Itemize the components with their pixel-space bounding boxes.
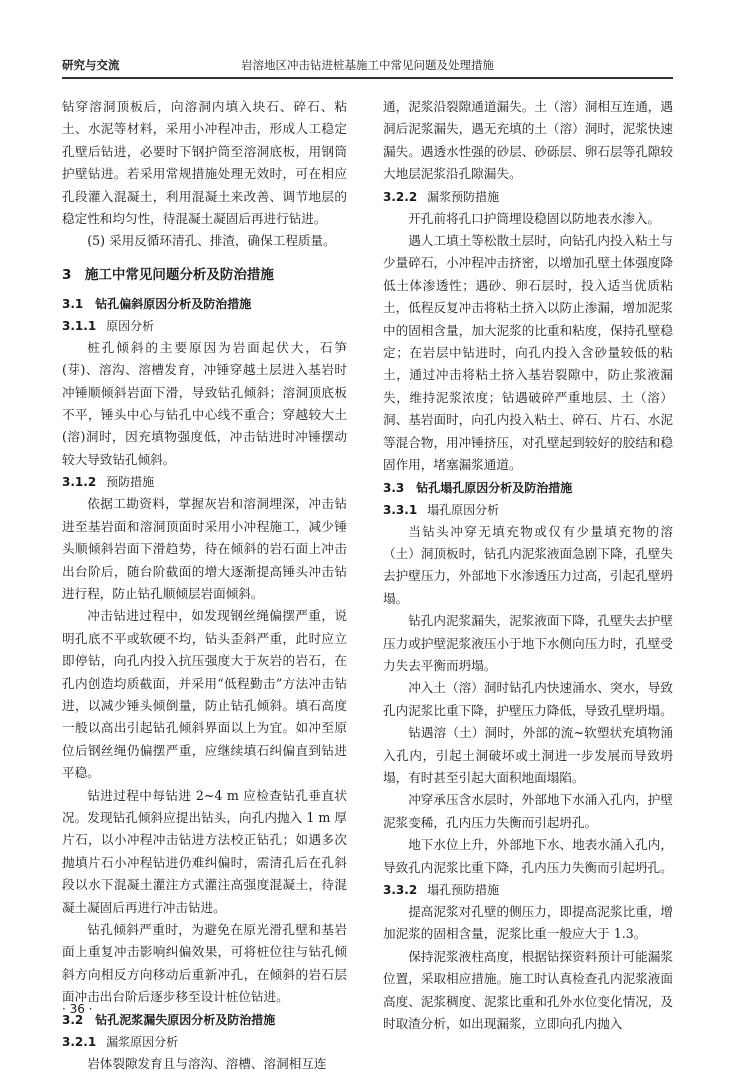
paragraph: 桩孔倾斜的主要原因为岩面起伏大，石笋(芽)、溶沟、溶槽发育，冲锤穿越土层进入基岩时冲锤顺倾斜岩面下滑，导致钻孔倾斜；溶洞顶底板不平，锤头中心与钻孔中心线不重合；穿越较大土(溶)洞时，因充填物强度低，冲击钻进时冲锤摆动较大导致钻孔倾斜。	[62, 339, 347, 467]
subsection-heading: 3.1 钻孔偏斜原因分析及防治措施	[62, 296, 252, 311]
paragraph: 钻穿溶洞顶板后，向溶洞内填入块石、碎石、粘土、水泥等材料，采用小冲程冲击，形成人工稳定孔壁后钻进，必要时下钢护筒至溶洞底板，用钢筒护壁钻进。若采用常规措施处理无效时，可在相应孔段灌入混凝土，利用混凝土来改善、调节地层的稳定性和均匀性，待混凝土凝固后再进行钻进。	[62, 99, 347, 227]
paragraph: 依据工勘资料，掌握灰岩和溶洞埋深，冲击钻进至基岩面和溶洞顶面时采用小冲程施工，减少锤头顺倾斜岩面下滑趋势，待在倾斜的岩石面上冲击出台阶后，随台阶截面的增大逐渐提高锤头冲击钻进行程，防止钻孔顺倾层岩面倾斜。	[62, 496, 347, 601]
heading-number: 3.1.1	[62, 318, 97, 333]
paragraph: 冲击钻进过程中，如发现钢丝绳偏摆严重，说明孔底不平或软硬不均，钻头歪斜严重，此时应立即停钻，向孔内投入抗压强度大于灰岩的岩石，在孔内创造均质截面，并采用“低程勤击”方法冲击钻进，以减少锤头倾倒量，防止钻孔倾斜。填石高度一般以高出引起钻孔倾斜界面以上为宜。如冲至原位后钢丝绳仍偏摆严重，应继续填石纠偏直到钻进平稳。	[62, 608, 347, 781]
heading-text: 塌孔预防措施	[427, 883, 500, 897]
heading-text: 预防措施	[106, 475, 155, 490]
paragraph: 冲穿承压含水层时，外部地下水涌入孔内，护壁泥浆变稀，孔内压力失衡而引起坍孔。	[383, 792, 673, 830]
paragraph: 冲入土（溶）洞时钻孔内快速涌水、突水，导致孔内泥浆比重下降，护壁压力降低，导致孔壁坍塌。	[383, 680, 673, 718]
paragraph: 遇人工填土等松散土层时，向钻孔内投入粘土与少量碎石，小冲程冲击挤密，以增加孔壁土体强度降低土体渗透性；遇砂、卵石层时，投入适当优质粘土，低程反复冲击将粘土挤入以防止渗漏，增加泥浆中的固相含量，加大泥浆的比重和粘度，保持孔壁稳定；在岩层中钻进时，向孔内投入含砂量较低的粘土，通过冲击将粘土挤入基岩裂隙中，防止浆液漏失，维持泥浆浓度；钻遇破碎严重地层、土（溶）洞、基岩面时，向孔内投入粘土、碎石、片石、水泥等混合物，用冲锤挤压，对孔壁起到较好的胶结和稳固作用，堵塞漏浆通道。	[383, 233, 673, 473]
subsubsection-heading	[62, 1031, 347, 1053]
left-column	[62, 96, 347, 1075]
paragraph: 钻遇溶（土）洞时，外部的流~软塑状充填物涌入孔内，引起土洞破坏或土洞进一步发展而导致坍塌，有时甚至引起大面积地面塌陷。	[383, 725, 673, 785]
paragraph: 岩体裂隙发育且与溶沟、溶槽、溶洞相互连	[87, 1055, 327, 1071]
heading-text: 漏浆预防措施	[427, 189, 500, 204]
subsubsection-heading	[383, 499, 673, 521]
subsubsection-heading	[383, 879, 673, 901]
paragraph: 钻孔倾斜严重时，为避免在原光滑孔壁和基岩面上重复冲击影响纠偏效果，可将桩位往与钻孔倾斜方向相反方向移动后重新冲孔，在倾斜的岩石层面冲击出台阶后逐步移至设计桩位钻进。	[62, 922, 347, 1005]
paragraph: 提高泥浆对孔壁的侧压力，即提高泥浆比重，增加泥浆的固相含量，泥浆比重一般应大于 1.3。	[383, 904, 673, 942]
section-label: 研究与交流	[62, 58, 120, 72]
paragraph: 保持泥浆液柱高度，根据钻探资料预计可能漏浆位置，采取相应措施。施工时认真检查孔内泥浆液面高度、泥浆稠度、泥浆比重和孔外水位变化情况，及时取渣分析，如出现漏浆，立即向孔内抛入	[383, 948, 673, 1032]
paragraph: 钻进过程中每钻进 2~4 m 应检查钻孔垂直状况。发现钻孔倾斜应提出钻头，向孔内抛入 1 m 厚片石，以小冲程冲击钻进方法校正钻孔；如遇多次抛填片石小冲程钻进仍难纠偏时，需清孔后在孔斜段以水下混凝土灌注方式灌注高强度混凝土，待混凝土凝固后再进行冲击钻进。	[62, 787, 347, 915]
subsection-heading: 3.3 钻孔塌孔原因分析及防治措施	[383, 480, 573, 495]
page-number: · 36 ·	[62, 1002, 93, 1016]
subsubsection-heading	[383, 186, 673, 208]
paragraph: 钻孔内泥浆漏失，泥浆液面下降，孔壁失去护壁压力或护壁泥浆液压小于地下水侧向压力时，孔壁受力失去平衡而坍塌。	[383, 613, 673, 673]
heading-number: 3.1.2	[62, 475, 97, 490]
subsubsection-heading	[62, 471, 347, 493]
section-heading: 3 施工中常见问题分析及防治措施	[62, 266, 274, 283]
heading-text: 原因分析	[106, 318, 155, 333]
running-title: 岩溶地区冲击钻进桩基施工中常见问题及处理措施	[241, 58, 494, 72]
heading-text: 塌孔原因分析	[427, 502, 500, 517]
paragraph: 开孔前将孔口护筒埋设稳固以防地表水渗入。	[408, 210, 661, 226]
running-header	[62, 55, 673, 79]
heading-number: 3.3.1	[383, 502, 418, 517]
subsubsection-heading	[62, 315, 347, 337]
heading-text: 漏浆原因分析	[106, 1034, 179, 1049]
paragraph: (5) 采用反循环清孔、排渣，确保工程质量。	[87, 233, 336, 249]
paragraph: 当钻头冲穿无填充物或仅有少量填充物的溶（土）洞顶板时，钻孔内泥浆液面急剧下降，孔壁失去护壁压力，外部地下水渗透压力过高，引起孔壁坍塌。	[383, 523, 673, 606]
right-column	[383, 96, 673, 1035]
heading-number: 3.2.2	[383, 189, 418, 204]
paragraph: 通，泥浆沿裂隙通道漏失。土（溶）洞相互连通，遇洞后泥浆漏失，遇无充填的土（溶）洞时，泥浆快速漏失。遇透水性强的砂层、砂砾层、卵石层等孔隙较大地层泥浆沿孔隙漏失。	[383, 99, 673, 182]
paragraph: 地下水位上升，外部地下水、地表水涌入孔内，导致孔内泥浆比重下降，孔内压力失衡而引起坍孔。	[383, 837, 673, 875]
subsection-heading: 3.2 钻孔泥浆漏失原因分析及防治措施	[62, 1012, 276, 1027]
heading-number: 3.2.1	[62, 1034, 97, 1049]
heading-number: 3.3.2	[383, 883, 418, 897]
